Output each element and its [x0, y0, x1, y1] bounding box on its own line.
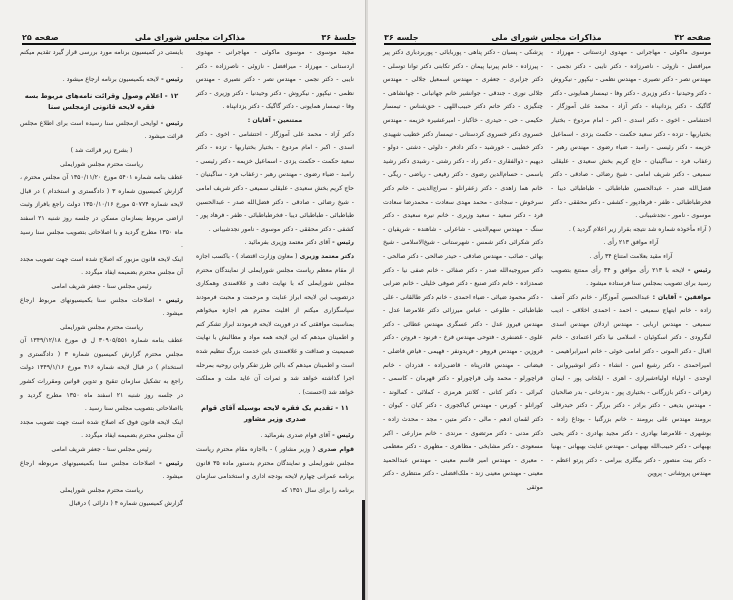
speech-text: آقای قوام صدری بفرمائید .: [260, 432, 330, 440]
body-paragraph: اینک لایحه قانون فوق که اصلاح شده است جهت تصویب مجدد آن مجلس محترم بضمیمه ایفاد میگردد .: [20, 418, 183, 440]
centered-line: ( بشرح زیر قرائت شد ): [70, 146, 133, 154]
body-paragraph: بایستی در کمیسیون برنامه مورد بررسی قرار گیرد تقدیم میکنم .: [20, 49, 183, 70]
section-heading: ۱۲ - اعلام وصول وقرائت نامه‌های مربوط بسه فقره لایحه قانونی ازمجلس سنا: [24, 91, 179, 111]
left-page-title: مذاکرات مجلس شورای ملی: [134, 33, 246, 42]
right-page: [368, 0, 733, 600]
body-paragraph: مجید موسوی - موسوی ماکوئی - مهاجرانی - مهدوی اردستانی - مهرزاد - میرافضل - نازوئی - ناصرزاده - دکتر نایبی - دکتر نجمی - مهندس نصر - دکتر نصیری - مهندس نظمی - نیکپور - نیکروش - دکتر وحیدنیا - دکتر وزیری - دکتر وفا - تیمسار همایونی - دکتر گاگیک - دکتر یزدانپناه .: [196, 49, 354, 111]
left-page-number: صفحه ۲۵: [22, 33, 59, 42]
speaker-name: موافقین - آقایان :: [649, 293, 711, 301]
speech-text: لایحه بکمیسیون برنامه ارجاع میشود .: [62, 76, 159, 84]
right-page-header: [384, 28, 711, 45]
left-page-column-right: [196, 46, 354, 497]
speaker-paragraph: [20, 457, 183, 484]
centered-line: آراء مقید بعلامت امتناع ۳۴ رأی .: [589, 252, 673, 260]
right-page-column-right: [551, 46, 711, 481]
right-page-number: صفحه ۴۲: [674, 33, 711, 42]
left-page: [0, 0, 366, 600]
page-edge-shadow: [362, 500, 365, 600]
speech-text: عبدالحسین آموزگار - خانم دکتر آصف زاده - خانم ابتهاج سمیعی - احمد - احمدی اخلاقی - ادیب سمیعی - مهندس اربابی - مهندس اردلان مهندس اسدی لنگرودی - دکتر اسکوئیان - اسلامی نیا دکتر اعتمادی - خانم اقبال - دکتر الموتی - دکتر امامی خوئی - خانم امیرابراهیمی - امیراحمدی - دکتر رشیع امین - انشاء - دکتر انوشیروانی - اوحدی - اولیاء اولیاءشیرازی - اهری - ایلخانی پور - ایمان زهرائی - دکتر بازرگانی - بختیاری پور - بدرخانی - بدر صالحیان - مهندس بدیعی - دکتر برادر - دکتر برزگر - دکتر حیدرقلی برومند مهندس علی برومند - خانم بزرگنیا - بوداغ زاده - بوشهری - غلامرضا بهادری - دکتر مجید بهادری - دکتر یحیی بهبهانی - دکتر حبیب‌الله بهبهانی - مهندس عنایت بهبهانی - بهنیا - دکتر بیت منصور - دکتر بیگلری بیرامی - دکتر پرتو اعظم - مهندس پروشانی - پروین: [551, 293, 711, 478]
speaker-name: رئیس -: [329, 239, 354, 247]
centered-line: رئیس مجلس سنا - جعفر شریف امامی: [51, 282, 152, 290]
speech-text: ( وزیر مشاور ) - بااجازه مقام محترم ریاست مجلس شورایملی و نمایندگان محترم بدستور ماده ۳۵ قانون برنامه عمرانی چهارم لایحه بودجه اداری و استخدامی سازمان برنامه را برای سال ۱۳۵۱ که: [196, 446, 354, 494]
centered-line: ریاست محترم مجلس شورایملی: [59, 323, 143, 331]
speech-text: اصلاحات مجلس سنا بکمیسیونهای مربوطه ارجاع میشود .: [20, 459, 183, 481]
centered-line: رئیس مجلس سنا - جعفر شریف امامی: [51, 446, 152, 454]
speaker-paragraph: [551, 264, 711, 291]
speaker-paragraph: [20, 117, 183, 144]
speech-text: لایحه با ۲۱۳ رأی موافق و ۳۴ رأی ممتنع بتصویب رسید برای تصویب بمجلس سنا فرستاده میشود .: [551, 266, 711, 288]
left-page-session: جلسهٔ ۳۶: [321, 33, 356, 42]
centered-line: ریاست محترم مجلس شورایملی: [59, 486, 143, 494]
speaker-paragraph: [196, 429, 354, 443]
speech-text: ( معاون وزارت اقتصاد ) - باکسب اجازه از مقام معظم ریاست مجلس شورایملی از نمایندگان محترم مجلس شورایملی که با نهایت دقت و علاقمندی وهمکاری درتصویب این لایحه ابراز عنایت و مرحمت و محبت فرمودند سپاسگزاری میکنم از اقلیت محترم هم اجازه میخواهم بمناسبت موافقتی که در فوریت لایحه فرمودند ابراز تشکر کنم و اطمینان میدهم که این لایحه همه مواد و مطالبش با نهایت صمیمیت و صداقت و علاقمندی باین خدمت بزرگ تنظیم شده است و اطمینان میدهم که بااین طرز تفکر واین روحیه بمرحله اجرا گذاشته خواهد شد و ثمرات آن عاید ملت و مملکت خواهد شد (احسنت) .: [196, 252, 354, 396]
right-page-session: جلسه ۳۶: [384, 33, 419, 42]
speaker-name: رئیس -: [158, 76, 183, 84]
speaker-name: دکتر معتمد وزیری: [297, 252, 354, 260]
speech-text: آقای دکتر معتمد وزیری بفرمائید .: [244, 239, 330, 247]
speaker-name: قوام صدری: [315, 446, 354, 454]
right-page-column-left: [383, 46, 543, 495]
speaker-paragraph: [20, 73, 183, 87]
body-paragraph: عطف بنامه شماره ۳۰۹۰۵/۵۵۱ ل ق مورخ ۱۳۴۹/۱۲/۱۸ آن مجلس محترم گزارش کمیسیون شماره ۳ ( دادگستری و استخدام ) در قبال لایحه شماره ۴۱۶ مورخ ۱۳۴۹/۱/۱۶ دولت راجع به تشکیل سازمان تنقیح و تدوین قوانین ومقررات کشور در جلسه روز شنبه ۲۱ اسفند ماه ۱۳۵۰ مطرح گردید و بااصلاحاتی بتصویب مجلس سنا رسید .: [20, 337, 184, 413]
body-paragraph: اینک لایحه قانون مزبور که اصلاح شده است جهت تصویب مجدد آن مجلس محترم بضمیمه ایفاد میگردد .: [20, 255, 183, 277]
speaker-paragraph: [551, 291, 711, 481]
speaker-paragraph: [196, 236, 354, 250]
speaker-paragraph: [196, 443, 354, 497]
speech-text: اصلاحات مجلس سنا بکمیسیونهای مربوط ارجاع میشود .: [20, 296, 183, 318]
body-paragraph: گزارش کمیسیون شماره ۴ ( دارائی ) درقبال: [69, 500, 183, 508]
body-paragraph: پزشکی - پسیان - دکتر پناهی - پوربابائی - پوربردباری دکتر پیر - پیرزاده - خانم پیرنیا پیمان - دکتر تکابنی دکتر توانا توسلی - دکتر جزایری - جعفری - مهندس اسمعیل جلالی - مهندس جلالی نوری - جندقی - جوانشیر خانم جهانبانی - جهانشاهی - چنگیزی - دکتر حاتم دکتر حبیب‌اللهی - حق‌شناس - تیمسار حکیمی - حی - حیدری - خاکباز - امیرعشیره خزیمه - مهندس خسروی دکتر خسروی کردستانی - تیمسار دکتر خطیب شهیدی دکتر خطیبی - خورشید - دکتر دادفر - دلوئی - دشتی - دولو - دیهیم - ذوالفقاری - دکتر راد - دکتر رشتی - رشیدی دکتر رشید یاسمی - حسام‌الدین رضوی - دکتر رفیعی - ریاضی - ریگی - خانم هما زاهدی - دکتر زعفرانلو - سراج‌الدینی - خانم دکتر سرخوش - سجادی - محمد مهدی سعادت - محمدرضا سعادت فرد - دکتر سعید - سعید وزیری - خانم نیره سعیدی - دکتر سنگ - مهندس سهم‌الدینی - شاعرلی - شاهنده - شریفیان - دکتر شکرائی دکتر شمس - شهرستانی - شیخ‌الاسلامی - شیخ بهائی - صائب - مهندس صادقی - حیدر صالحی - دکتر صالحی - دکتر میروجیه‌الله صدر - دکتر صفائی - خانم صفی نیا - دکتر صمدزاده - خانم دکتر صنیع - دکتر صوفی خلیلی - خانم ضرابی - دکتر محمود ضیائی - ضیاء احمدی - خانم دکتر طالقانی - علی طباطبائی - طلوعی - عباس میرزائی دکتر غلامرضا عدل - مهندس فیروز عدل - دکتر عسگری مهندس عطائی - دکتر علوی - غضنفری - فتوحی مهندس فرخ - فرنود - فروتن - دکتر فروزین - مهندس فروهر - فریدونفر - فهیمی - فیاض فاضلی - فیضانی - مهندس قادرپناه - قاضی‌زاده - قدردان - خانم قراچورلو - محمد ولی قراچورلو - دکتر قهرمان - کاسمی - کبرائی - دکتر کتانی - کلانتر هرمزی - کملائی - کمالوند - کورانلو - کورس - مهندس کیاکجوری - دکتر کیان - کیوان - دکتر لقمان ادهم - مالی - دکتر متین - مجد - محدث زاده - دکتر مدنی - دکتر مرتضوی - مرندی - خانم مزارعی - اکبر مسعودی - دکتر مشایخی - مظاهری - مظهری - دکتر معظمی - معیری - مهندس امیر قاسم معینی - مهندس عبدالحمید معینی - مهندس معینی زند - ملک‌افضلی - دکتر منتظری - دکتر موثقی: [383, 49, 543, 491]
speaker-name: رئیس -: [329, 432, 354, 440]
centered-line: آراء موافق ۲۱۳ رأی .: [603, 239, 659, 247]
speaker-name: رئیس -: [684, 266, 711, 274]
section-heading: ۱۱ - تقدیم یک فقره لایحه بوسیله آقای قوام صدری وزیر مشاور: [201, 404, 349, 424]
body-paragraph: ( آراء مأخوذه شماره شد نتیجه بقرار زیر اعلام گردید ) .: [568, 225, 711, 233]
speech-text: لوایحی ازمجلس سنا رسیده است برای اطلاع مجلس قرائت میشود .: [20, 119, 183, 141]
body-paragraph: دکتر آزاد - محمد علی آموزگار - احتشامی - اخوی - دکتر اسدی - اکبر - امام مردوخ - بختیار بختیاربها - تزده - دکتر سعید حکمت - حکمت یزدی - اسماعیل خزیمه - دکتر رئیسی - رامبد - ضیاء رضوی - مهندس رهبر - زعفاب فرد - ساگینیان - حاج کریم بخش سعیدی - علیقلی سمیعی - دکتر شریف امامی - شیخ رضائی - صادقی - دکتر فضل‌الله صدر - عبدالحسین طباطبائی - طباطبائی دیبا - فخرطباطبائی - ظفر - فرهاد پور - کشفی - دکتر محققی - دکتر موسوی - نامور نجدشیبانی .: [196, 130, 354, 233]
body-paragraph: عطف بنامه شماره ۵۴۰۱ مورخ ۱۳۵۰/۱۱/۲۰ آن مجلس محترم ، گزارش کمیسیون شماره ۳ ( دادگستری و استخدام ) در قبال لایحه شماره ۵۰۷۷۴ مورخ ۱۳۵۰/۱۰/۱۶ دولت راجع بافراز وثبت اراضی مربوط بسازمان مسکن در جلسه روز شنبه ۲۱ اسفند ماه ۱۳۵۰ مطرح گردید و با اصلاحاتی بتصویب مجلس سنا رسید .: [20, 174, 184, 250]
speaker-name: رئیس -: [154, 459, 183, 467]
speaker-name: رئیس -: [154, 296, 183, 304]
body-paragraph: موسوی ماکوئی - مهاجرانی - مهدوی اردستانی - مهرزاد - میرافضل - نازوئی - ناصرزاده - دکتر نایبی - دکتر نجمی - مهندس نصر - دکتر نصیری - مهندس نظمی - نیکپور - نیکروش - دکتر وحیدنیا - دکتر وزیری - دکتر وفا - تیمسار همایونی - دکتر گاگیک - دکتر یزدانپناه - دکتر آزاد - محمد علی آموزگار - احتشامی - اخوی - دکتر اسدی - اکبر - امام مردوخ - بختیار بختیاربها - تزده - دکتر سعید حکمت - حکمت یزدی - اسماعیل خزیمه - دکتر رئیسی - رامبد - ضیاء رضوی - مهندس رهبر - زعفاب فرد - ساگینیان - حاج کریم بخش سعیدی - علیقلی سمیعی - دکتر شریف امامی - شیخ رضائی - صادقی - دکتر فضل‌الله صدر - عبدالحسین طباطبائی - طباطبائی دیبا - فخرطباطبائی - ظفر - فرهادپور - کشفی - دکتر محققی - دکتر موسوی - نامور - نجدشیبانی .: [551, 49, 711, 220]
centered-line: ریاست محترم مجلس شورایملی: [59, 160, 143, 168]
right-page-title: مذاکرات مجلس شورای ملی: [491, 33, 602, 42]
list-heading: ممتنعین - آقایان :: [247, 116, 303, 124]
speaker-paragraph: [20, 294, 183, 321]
speaker-name: رئیس -: [158, 119, 183, 127]
speaker-paragraph: [196, 250, 354, 400]
left-page-column-left: [20, 46, 183, 511]
left-page-header: [22, 28, 356, 45]
